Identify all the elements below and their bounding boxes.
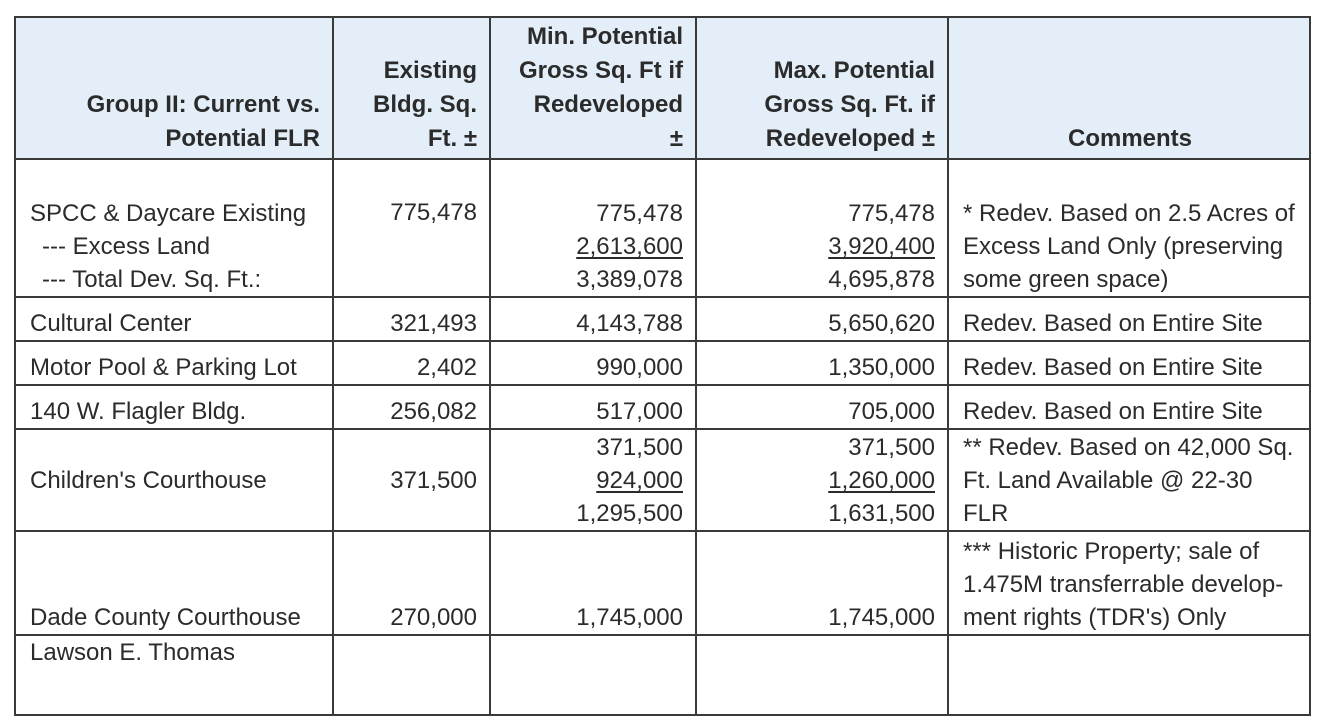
existing-value: 371,500 (390, 466, 477, 494)
row-name-line: Dade County Courthouse (30, 604, 301, 631)
row-name-line: --- Excess Land (42, 233, 211, 260)
comment-line: Excess Land Only (preserving (963, 233, 1284, 260)
min-value: 3,389,078 (576, 266, 683, 293)
existing-cell (333, 429, 490, 531)
min-value: 2,613,600 (576, 233, 683, 260)
header-min-potential (490, 17, 696, 159)
comment-cell (948, 429, 1310, 531)
min-value: 924,000 (596, 467, 683, 494)
max-value: 1,350,000 (828, 354, 935, 381)
header-line: Redeveloped ± (765, 125, 935, 152)
max-value: 775,478 (848, 200, 935, 227)
comment-cell (948, 297, 1310, 341)
comment-line: ** Redev. Based on 42,000 Sq. (963, 434, 1294, 461)
header-max-potential (696, 17, 948, 159)
row-name-cell (15, 531, 333, 635)
min-cell (490, 429, 696, 531)
comment-cell (948, 531, 1310, 635)
min-cell (490, 635, 696, 715)
existing-cell (333, 341, 490, 385)
existing-cell (333, 159, 490, 297)
header-row (15, 17, 1310, 159)
row-name-line: SPCC & Daycare Existing (30, 200, 307, 227)
header-line: Max. Potential (773, 57, 935, 84)
comment-cell (948, 385, 1310, 429)
min-value: 517,000 (596, 398, 683, 425)
row-name-line: Lawson E. Thomas (30, 639, 235, 666)
row-name-cell (15, 429, 333, 531)
max-value: 1,745,000 (828, 604, 935, 631)
row-name-line: Cultural Center (30, 310, 192, 337)
header-line: Bldg. Sq. (373, 91, 477, 118)
existing-cell (333, 531, 490, 635)
min-cell (490, 385, 696, 429)
existing-value: 256,082 (390, 398, 477, 425)
max-value: 5,650,620 (828, 310, 935, 337)
row-name-cell (15, 341, 333, 385)
table-row (15, 159, 1310, 297)
header-line: ± (669, 125, 683, 152)
header-line: Gross Sq. Ft if (518, 57, 683, 84)
min-cell (490, 531, 696, 635)
max-cell (696, 341, 948, 385)
comment-cell (948, 635, 1310, 715)
comment-line: Redev. Based on Entire Site (963, 310, 1263, 337)
header-line: Comments (1067, 125, 1193, 152)
header-line: Ft. ± (427, 125, 477, 152)
table-row (15, 531, 1310, 635)
min-cell (490, 159, 696, 297)
min-value: 775,478 (596, 200, 683, 227)
existing-value: 775,478 (390, 199, 477, 226)
max-value: 705,000 (848, 398, 935, 425)
comment-line: Redev. Based on Entire Site (963, 398, 1263, 425)
row-name-cell (15, 297, 333, 341)
max-value: 1,260,000 (828, 467, 935, 494)
row-name-line: 140 W. Flagler Bldg. (30, 398, 247, 425)
min-value: 4,143,788 (576, 310, 683, 337)
existing-value: 2,402 (416, 354, 477, 381)
min-value: 371,500 (596, 434, 683, 461)
row-name-line: Children's Courthouse (30, 466, 267, 494)
header-existing-sq-ft (333, 17, 490, 159)
header-line: Group II: Current vs. (86, 91, 320, 118)
comment-cell (948, 341, 1310, 385)
max-cell (696, 159, 948, 297)
existing-cell (333, 385, 490, 429)
max-value: 3,920,400 (828, 233, 935, 260)
header-group-current-vs-potential (15, 17, 333, 159)
max-cell (696, 385, 948, 429)
max-cell (696, 531, 948, 635)
comment-line: * Redev. Based on 2.5 Acres of (963, 200, 1295, 227)
min-cell (490, 297, 696, 341)
comment-line: Ft. Land Available @ 22-30 (963, 467, 1253, 494)
row-name-cell (15, 385, 333, 429)
min-value: 990,000 (596, 354, 683, 381)
row-name-cell (15, 635, 333, 715)
comment-line: some green space) (963, 266, 1169, 293)
comment-line: ment rights (TDR's) Only (963, 604, 1227, 631)
row-name-line: Motor Pool & Parking Lot (30, 354, 297, 381)
table-row (15, 297, 1310, 341)
table-row (15, 341, 1310, 385)
header-line: Existing (383, 57, 477, 84)
header-comments (948, 17, 1310, 159)
max-value: 4,695,878 (828, 266, 935, 293)
min-cell (490, 341, 696, 385)
min-value: 1,745,000 (576, 604, 683, 631)
max-cell (696, 635, 948, 715)
comment-line: Redev. Based on Entire Site (963, 354, 1263, 381)
header-line: Potential FLR (165, 125, 320, 152)
row-name-cell (15, 159, 333, 297)
header-line: Gross Sq. Ft. if (764, 91, 935, 118)
header-line: Redeveloped (533, 91, 683, 118)
comment-line: 1.475M transferrable develop- (963, 571, 1284, 598)
max-cell (696, 429, 948, 531)
existing-value: 270,000 (390, 604, 477, 631)
comment-cell (948, 159, 1310, 297)
header-line: Min. Potential (527, 23, 683, 50)
min-value: 1,295,500 (576, 500, 683, 527)
max-value: 1,631,500 (828, 500, 935, 527)
max-cell (696, 297, 948, 341)
max-value: 371,500 (848, 434, 935, 461)
comment-line: FLR (963, 500, 1009, 527)
comment-line: *** Historic Property; sale of (963, 538, 1260, 565)
table-row (15, 385, 1310, 429)
existing-cell (333, 635, 490, 715)
existing-cell (333, 297, 490, 341)
row-name-line: --- Total Dev. Sq. Ft.: (42, 266, 262, 293)
flr-comparison-table (14, 16, 1311, 716)
table-row (15, 429, 1310, 531)
existing-value: 321,493 (390, 310, 477, 337)
table-row (15, 635, 1310, 715)
